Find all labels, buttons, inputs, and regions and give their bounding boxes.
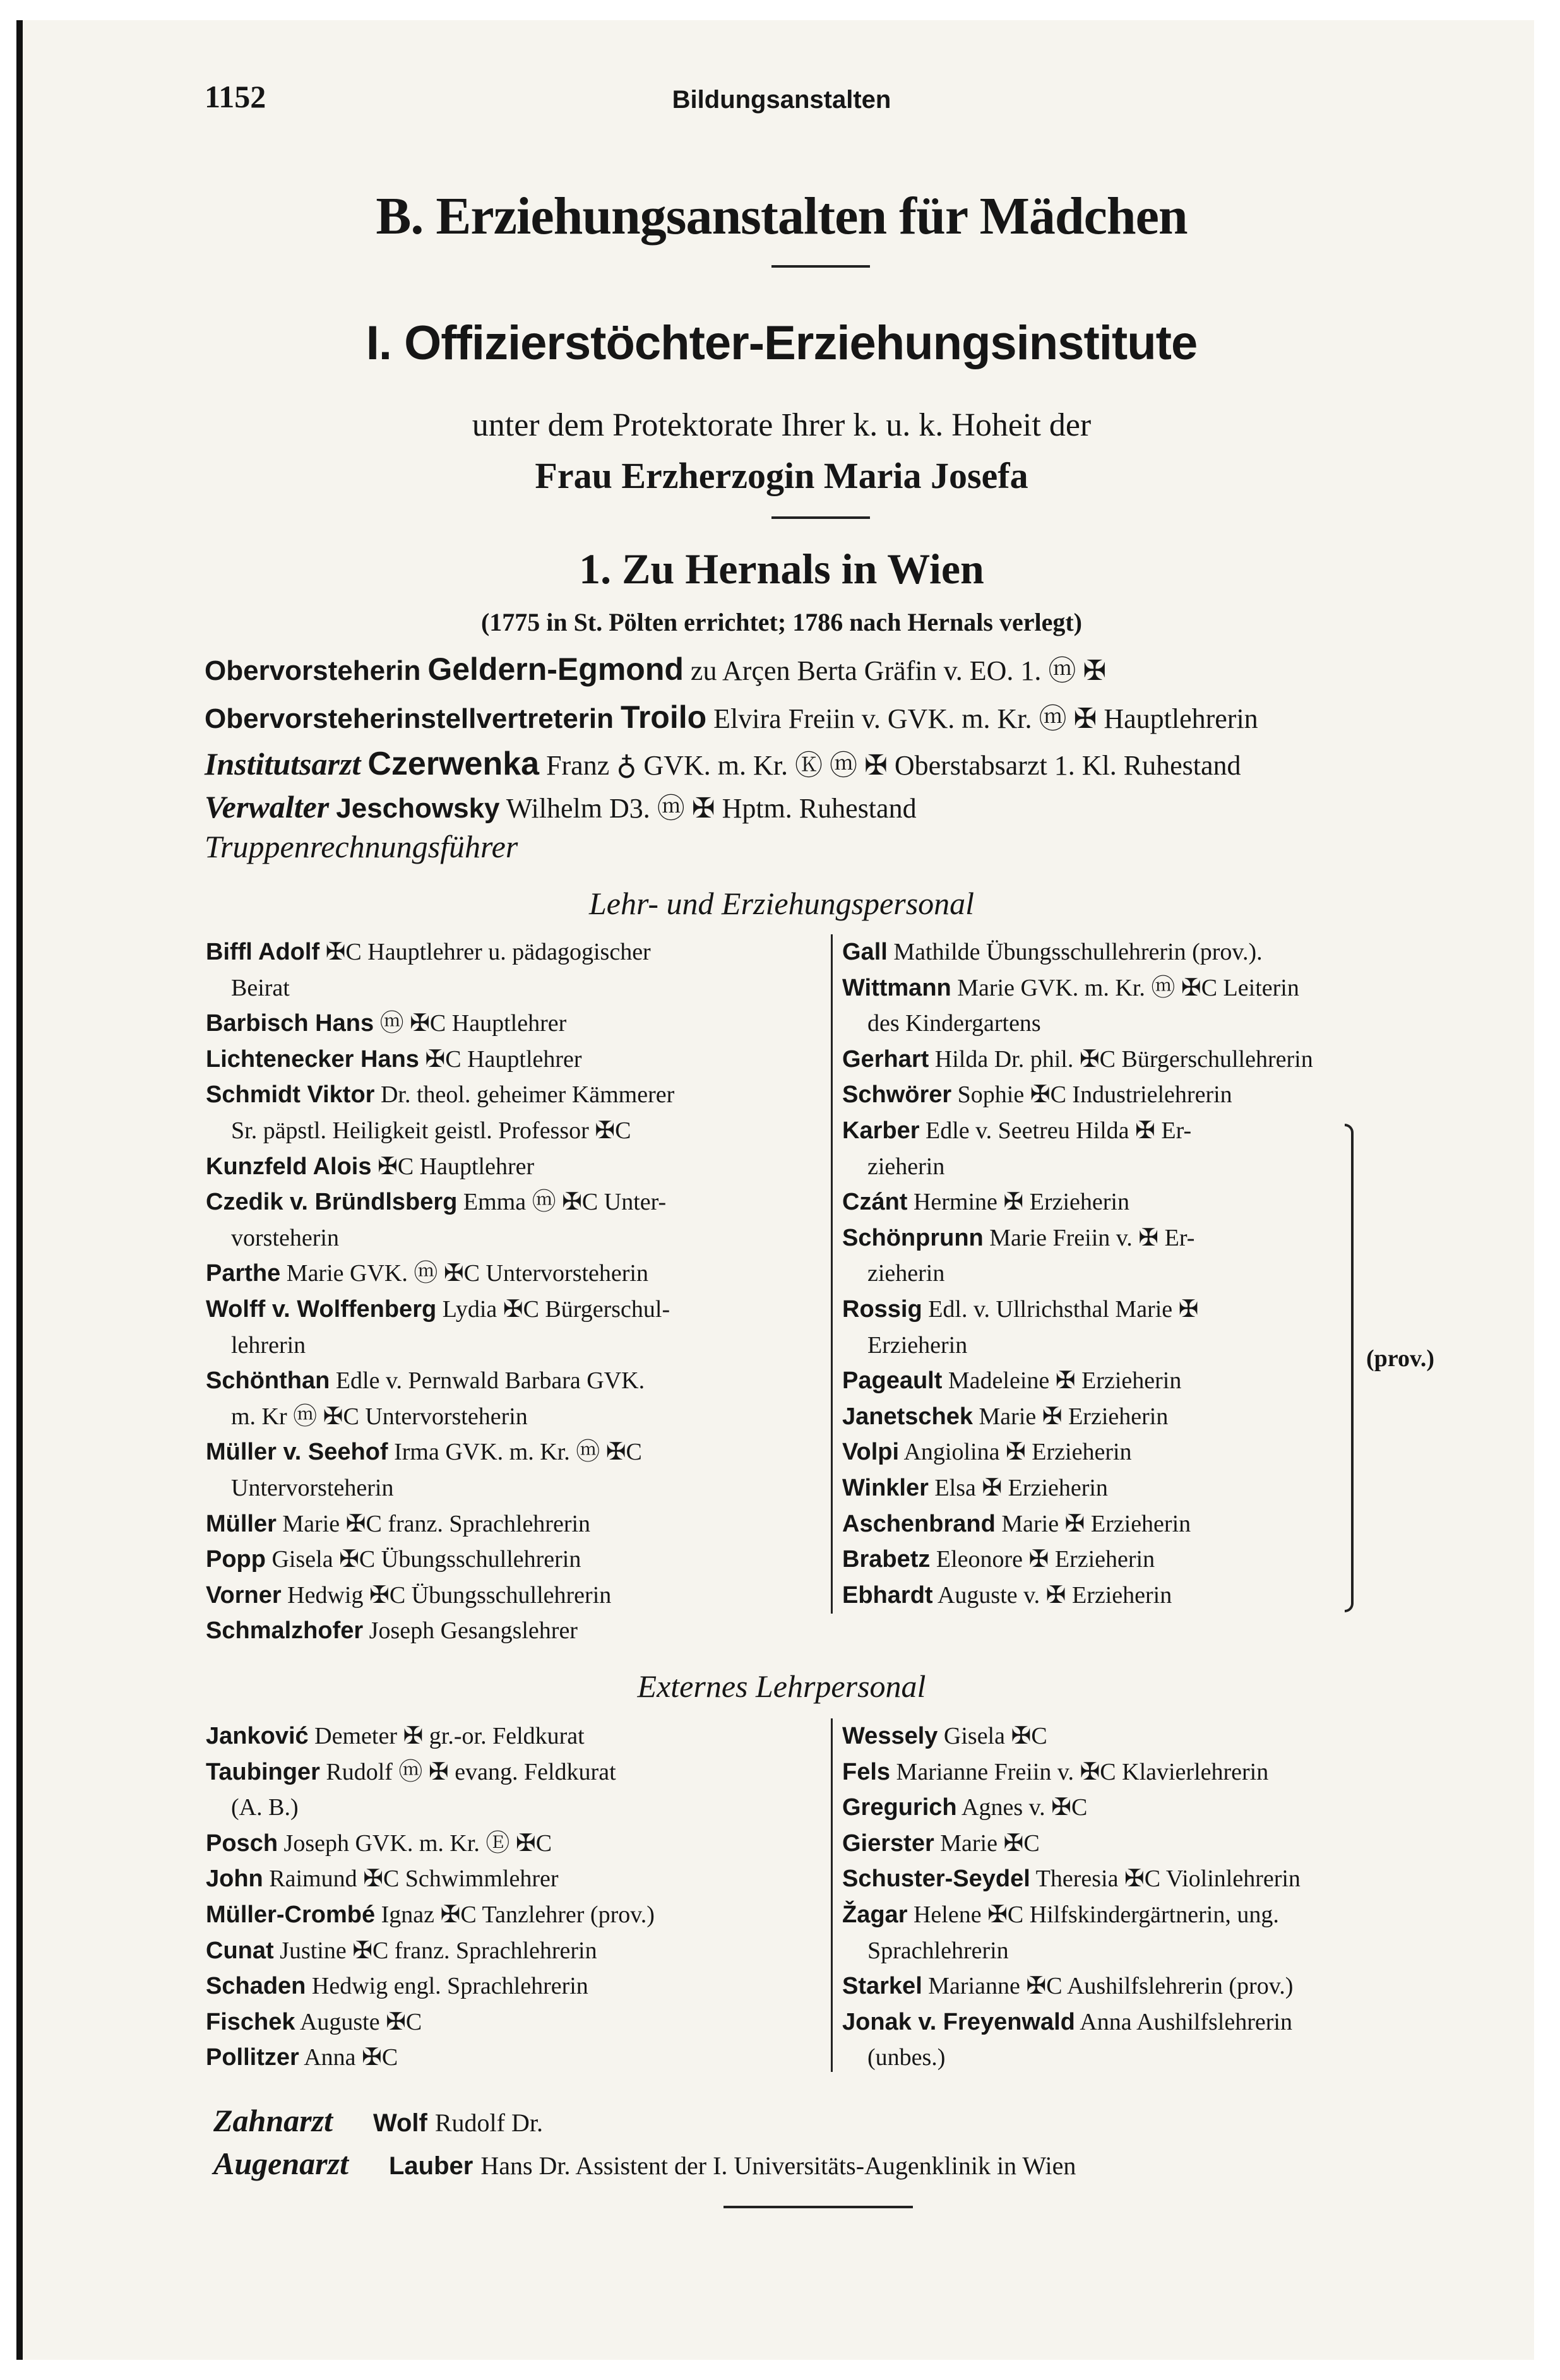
person-detail: Joseph Gesangslehrer (369, 1617, 578, 1645)
list-item (842, 1754, 1268, 1790)
person-name: Aschenbrand (842, 1510, 996, 1537)
list-item (206, 1968, 588, 2004)
person-detail: Angiolina ✠ Erzieherin (903, 1439, 1132, 1466)
person-name: Schwörer (842, 1081, 952, 1109)
person-detail: ✠C Hauptlehrer (377, 1153, 535, 1180)
person-detail: Gisela ✠C Übungsschullehrerin (271, 1546, 581, 1573)
list-item (206, 1292, 670, 1327)
person-detail: Demeter ✠ gr.-or. Feldkurat (314, 1723, 585, 1749)
person-detail: Auguste ✠C (299, 2008, 422, 2035)
prov-brace (1345, 1124, 1354, 1612)
list-item (231, 1328, 306, 1363)
person-detail: Gisela ✠C (943, 1723, 1047, 1749)
chapter-title: I. Offizierstöchter-Erziehungsinstitute (366, 316, 1198, 370)
list-item (842, 934, 1263, 970)
person-name: Wessely (842, 1723, 938, 1749)
person-detail: Theresia ✠C Violinlehrerin (1035, 1865, 1301, 1893)
person-name: Barbisch Hans (206, 1010, 374, 1037)
person-name: Müller-Crombé (206, 1901, 376, 1928)
document-page (16, 20, 1534, 2360)
person-name: Karber (842, 1117, 920, 1144)
person-detail: Erzieherin (867, 1331, 968, 1359)
list-item (231, 1399, 528, 1434)
person-detail: Sr. päpstl. Heiligkeit geistl. Professor ✠C (231, 1117, 631, 1144)
list-item (842, 1434, 1132, 1470)
person-name: Czánt (842, 1189, 908, 1216)
person-detail: (A. B.) (231, 1794, 299, 1821)
leadership-row: Verwalter Jeschowsky Wilhelm D3. ⓜ ✠ Hptm. Ruhestand (205, 789, 917, 824)
list-item (842, 1897, 1279, 1932)
person-detail: Helene ✠C Hilfskindergärtnerin, ung. (913, 1901, 1279, 1928)
founding-note: (1775 in St. Pölten errichtet; 1786 nach Hernals verlegt) (480, 608, 1082, 636)
person-detail: Edle v. Pernwald Barbara GVK. (335, 1367, 645, 1395)
person-detail: Untervorsteherin (231, 1475, 394, 1501)
list-item (206, 1542, 581, 1577)
list-item (867, 1149, 944, 1184)
list-item (842, 1220, 1194, 1256)
person-name: Janetschek (842, 1403, 974, 1430)
person-name: Fischek (206, 2008, 295, 2035)
leadership-row: Institutsarzt Czerwenka Franz ♁ GVK. m. Kr. Ⓚ ⓜ ✠ Oberstabsarzt 1. Kl. Ruhestand (205, 746, 1241, 782)
list-item (206, 2004, 422, 2040)
list-item (842, 1113, 1191, 1148)
person-name: Biffl Adolf (206, 939, 320, 965)
list-item (206, 1042, 582, 1077)
list-item (206, 1578, 611, 1613)
divider (771, 265, 870, 268)
list-item (867, 2040, 945, 2075)
list-item (231, 1220, 339, 1256)
person-detail: Marie GVK. ⓜ ✠C Untervorsteherin (286, 1260, 648, 1287)
person-detail: Hilda Dr. phil. ✠C Bürgerschullehrerin (934, 1045, 1313, 1073)
person-name: Ebhardt (842, 1581, 933, 1609)
person-detail: Edl. v. Ullrichsthal Marie ✠ (928, 1296, 1199, 1323)
list-item (842, 2004, 1292, 2040)
person-detail: zieherin (867, 1260, 945, 1287)
person-detail: Hermine ✠ Erzieherin (913, 1189, 1129, 1216)
person-name: Gregurich (842, 1794, 957, 1821)
page-number: 1152 (205, 79, 266, 114)
person-name: Cunat (206, 1937, 274, 1964)
list-item (206, 1184, 666, 1220)
divider (771, 516, 870, 519)
leadership-row: Truppenrechnungsführer (205, 829, 518, 864)
list-item (206, 1149, 534, 1184)
external-staff-heading: Externes Lehrpersonal (637, 1669, 926, 1704)
person-detail: Marie Freiin v. ✠ Er- (989, 1224, 1195, 1251)
person-name: Rossig (842, 1296, 922, 1323)
list-item (842, 1399, 1168, 1434)
person-detail: Rudolf ⓜ ✠ evang. Feldkurat (326, 1758, 616, 1785)
person-name: John (206, 1865, 263, 1893)
list-item (206, 1077, 674, 1112)
person-name: Schönthan (206, 1367, 330, 1395)
person-detail: Elsa ✠ Erzieherin (934, 1475, 1108, 1501)
person-name: Janković (206, 1723, 309, 1749)
list-item (842, 1470, 1108, 1506)
list-item (231, 1790, 299, 1825)
list-item (231, 1113, 631, 1148)
person-detail: Lydia ✠C Bürgerschul- (442, 1296, 670, 1323)
person-detail: Edle v. Seetreu Hilda ✠ Er- (926, 1117, 1192, 1144)
person-name: Schmidt Viktor (206, 1081, 375, 1109)
list-item (867, 1933, 1009, 1968)
list-item (842, 1184, 1129, 1220)
teaching-staff-heading: Lehr- und Erziehungspersonal (588, 886, 975, 921)
person-detail: Marie ✠C franz. Sprachlehrerin (282, 1510, 591, 1537)
person-name: Schmalzhofer (206, 1617, 364, 1645)
person-detail: vorsteherin (231, 1224, 339, 1251)
list-item (867, 1328, 967, 1363)
protectorate-line: unter dem Protektorate Ihrer k. u. k. Hoheit der (472, 407, 1092, 443)
person-name: Wolff v. Wolffenberg (206, 1296, 437, 1323)
list-item (842, 1578, 1172, 1613)
person-name: Fels (842, 1758, 891, 1785)
person-detail: Marianne Freiin v. ✠C Klavierlehrerin (896, 1758, 1269, 1785)
person-detail: Raimund ✠C Schwimmlehrer (269, 1865, 559, 1893)
person-name: Kunzfeld Alois (206, 1153, 372, 1180)
list-item (206, 1363, 645, 1398)
person-name: Czedik v. Bründlsberg (206, 1189, 458, 1216)
list-item (842, 1506, 1191, 1542)
list-item (231, 970, 290, 1006)
dentist-row: Zahnarzt Wolf Rudolf Dr. (213, 2103, 543, 2138)
person-detail: Marie ✠ Erzieherin (1001, 1510, 1191, 1537)
leadership-row: Obervorsteherin Geldern-Egmond zu Arçen Berta Gräfin v. EO. 1. ⓜ ✠ (205, 652, 1107, 687)
person-name: Schaden (206, 1973, 306, 2000)
column-divider (831, 934, 833, 1614)
person-detail: Justine ✠C franz. Sprachlehrerin (280, 1937, 597, 1964)
list-item (842, 1363, 1181, 1398)
person-name: Pollitzer (206, 2044, 299, 2071)
person-detail: Marianne ✠C Aushilfslehrerin (prov.) (928, 1973, 1294, 2000)
institute-title: 1. Zu Hernals in Wien (579, 545, 984, 593)
list-item (842, 1718, 1047, 1754)
list-item (842, 1790, 1087, 1825)
person-name: Schuster-Seydel (842, 1865, 1030, 1893)
person-name: Volpi (842, 1439, 900, 1466)
person-name: Winkler (842, 1475, 929, 1501)
list-item (842, 1968, 1293, 2004)
person-name: Starkel (842, 1973, 922, 2000)
column-divider (831, 1718, 833, 2072)
person-detail: Marie ✠C (940, 1830, 1040, 1857)
person-detail: ✠C Hauptlehrer u. pädagogischer (325, 939, 651, 965)
prov-label: (prov.) (1366, 1345, 1435, 1372)
person-detail: Anna Aushilfslehrerin (1080, 2008, 1292, 2035)
person-detail: Dr. theol. geheimer Kämmerer (380, 1081, 675, 1109)
person-detail: Joseph GVK. m. Kr. Ⓔ ✠C (283, 1830, 552, 1857)
person-detail: Ignaz ✠C Tanzlehrer (prov.) (381, 1901, 655, 1928)
person-detail: Marie ✠ Erzieherin (979, 1403, 1169, 1430)
list-item (206, 1506, 590, 1542)
person-detail: Mathilde Übungsschullehrerin (prov.). (893, 939, 1263, 965)
person-detail: Sprachlehrerin (867, 1937, 1009, 1964)
person-detail: (unbes.) (867, 2044, 946, 2071)
list-item (206, 1933, 597, 1968)
patron-line: Frau Erzherzogin Maria Josefa (535, 455, 1028, 496)
person-detail: Madeleine ✠ Erzieherin (948, 1367, 1182, 1395)
person-detail: lehrerin (231, 1331, 306, 1359)
list-item (842, 1042, 1313, 1077)
list-item (206, 1897, 655, 1932)
list-item (206, 1861, 559, 1896)
running-title: Bildungsanstalten (672, 86, 891, 114)
list-item (842, 1292, 1198, 1327)
list-item (206, 1754, 616, 1790)
leadership-row: Obervorsteherinstellvertreterin Troilo Elvira Freiin v. GVK. m. Kr. ⓜ ✠ Hauptlehrerin (205, 699, 1258, 735)
person-detail: Anna ✠C (304, 2044, 398, 2071)
person-name: Žagar (842, 1901, 908, 1928)
person-detail: Beirat (231, 974, 290, 1001)
person-name: Pageault (842, 1367, 943, 1395)
list-item (206, 2040, 398, 2075)
list-item (206, 934, 651, 970)
list-item (842, 1861, 1301, 1896)
list-item (206, 1434, 642, 1470)
person-detail: Sophie ✠C Industrielehrerin (957, 1081, 1232, 1109)
divider (723, 2206, 913, 2208)
person-detail: Agnes v. ✠C (962, 1794, 1088, 1821)
person-name: Müller v. Seehof (206, 1439, 388, 1466)
person-detail: Marie GVK. m. Kr. ⓜ ✠C Leiterin (957, 974, 1299, 1001)
person-detail: ✠C Hauptlehrer (425, 1045, 582, 1073)
person-name: Wittmann (842, 974, 951, 1001)
person-detail: Auguste v. ✠ Erzieherin (937, 1581, 1172, 1609)
person-name: Gierster (842, 1830, 934, 1857)
list-item (842, 1826, 1040, 1861)
person-detail: Hedwig engl. Sprachlehrerin (311, 1973, 588, 2000)
list-item (867, 1256, 944, 1291)
person-detail: zieherin (867, 1153, 945, 1180)
person-name: Vorner (206, 1581, 282, 1609)
list-item (206, 1613, 578, 1648)
person-name: Müller (206, 1510, 277, 1537)
list-item (206, 1718, 585, 1754)
list-item (842, 1542, 1155, 1577)
person-name: Popp (206, 1546, 266, 1573)
person-name: Brabetz (842, 1546, 931, 1573)
eye-doctor-row: Augenarzt Lauber Hans Dr. Assistent der I. Universitäts-Augenklinik in Wien (213, 2146, 1076, 2181)
person-name: Posch (206, 1830, 278, 1857)
list-item (206, 1006, 566, 1041)
list-item (231, 1470, 393, 1506)
list-item (842, 970, 1299, 1006)
list-item (206, 1826, 552, 1861)
person-name: Taubinger (206, 1758, 320, 1785)
person-name: Gerhart (842, 1045, 929, 1073)
person-detail: des Kindergartens (867, 1010, 1041, 1037)
section-title: B. Erziehungsanstalten für Mädchen (376, 187, 1188, 246)
person-detail: Irma GVK. m. Kr. ⓜ ✠C (394, 1439, 642, 1466)
list-item (867, 1006, 1041, 1041)
person-name: Jonak v. Freyenwald (842, 2008, 1075, 2035)
person-name: Parthe (206, 1260, 281, 1287)
person-name: Schönprunn (842, 1224, 984, 1251)
person-detail: Emma ⓜ ✠C Unter- (463, 1189, 667, 1216)
person-detail: Hedwig ✠C Übungsschullehrerin (287, 1581, 612, 1609)
person-detail: ⓜ ✠C Hauptlehrer (379, 1010, 567, 1037)
person-name: Gall (842, 939, 888, 965)
list-item (206, 1256, 648, 1291)
person-detail: Eleonore ✠ Erzieherin (936, 1546, 1155, 1573)
person-name: Lichtenecker Hans (206, 1045, 419, 1073)
person-detail: m. Kr ⓜ ✠C Untervorsteherin (231, 1403, 528, 1430)
list-item (842, 1077, 1232, 1112)
